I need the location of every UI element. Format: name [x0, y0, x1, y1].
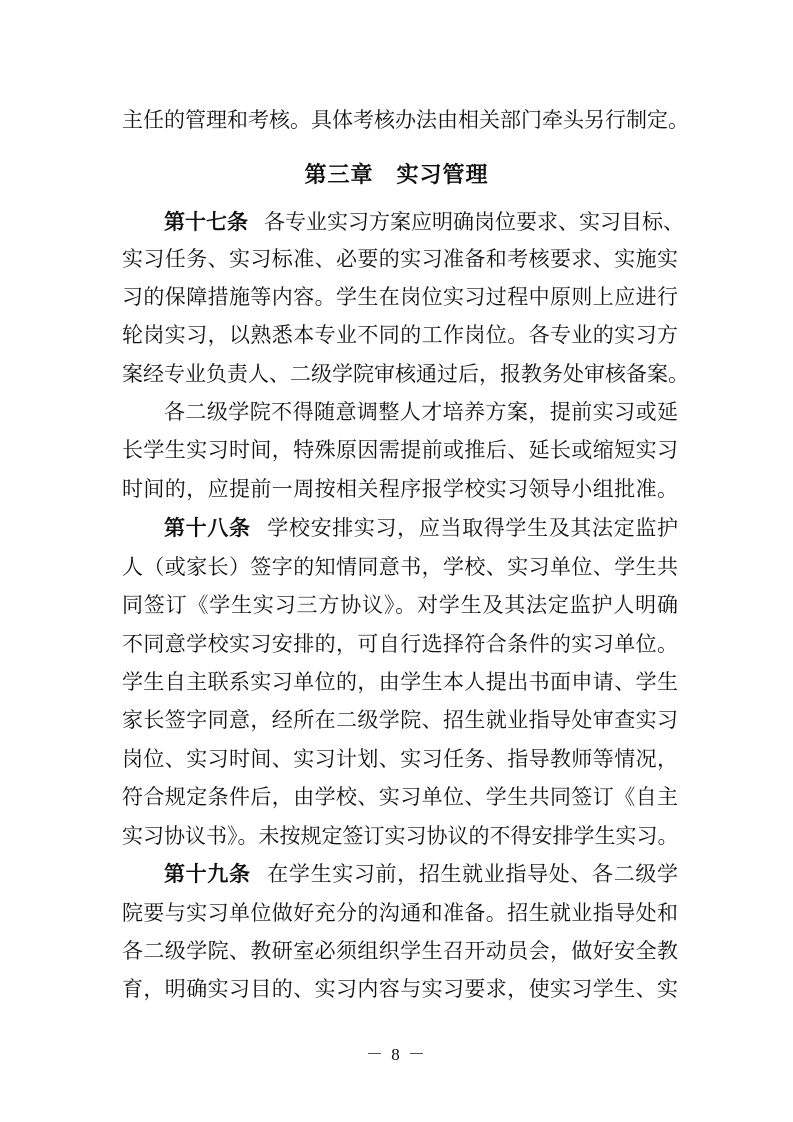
paragraph-line: 学生自主联系实习单位的，由学生本人提出书面申请、学生	[122, 670, 678, 694]
page-number: － 8 －	[366, 1045, 427, 1064]
paragraph-line: 轮岗实习，以熟悉本专业不同的工作岗位。各专业的实习方	[122, 323, 678, 347]
paragraph-line: 第十七条 各专业实习方案应明确岗位要求、实习目标、	[164, 210, 684, 234]
paragraph-line: 实习协议书》。未按规定签订实习协议的不得安排学生实习。	[122, 824, 679, 848]
paragraph-line: 习的保障措施等内容。学生在岗位实习过程中原则上应进行	[122, 285, 678, 309]
paragraph-line: 时间的，应提前一周按相关程序报学校实习领导小组批准。	[122, 477, 678, 501]
paragraph-line: 第十九条 在学生实习前，招生就业指导处、各二级学	[164, 862, 678, 886]
paragraph-line: 不同意学校实习安排的，可自行选择符合条件的实习单位。	[122, 632, 678, 656]
paragraph-line: 同签订《学生实习三方协议》。对学生及其法定监护人明确	[122, 593, 678, 617]
paragraph-line: 人（或家长）签字的知情同意书，学校、实习单位、学生共	[122, 555, 678, 579]
article-number: 第十七条	[164, 210, 248, 234]
paragraph-line: 第十八条 学校安排实习，应当取得学生及其法定监护	[164, 516, 678, 540]
paragraph-line: 院要与实习单位做好充分的沟通和准备。招生就业指导处和	[122, 901, 678, 925]
paragraph-line: 符合规定条件后，由学校、实习单位、学生共同签订《自主	[122, 785, 678, 809]
paragraph-line: 各二级学院、教研室必须组织学生召开动员会，做好安全教	[122, 939, 678, 963]
paragraph-line: 家长签字同意，经所在二级学院、招生就业指导处审查实习	[122, 708, 678, 732]
paragraph-line: 岗位、实习时间、实习计划、实习任务、指导教师等情况，	[122, 747, 678, 771]
article-number: 第十八条	[164, 516, 251, 540]
paragraph-line: 各二级学院不得随意调整人才培养方案，提前实习或延	[164, 400, 678, 424]
paragraph-line: 长学生实习时间，特殊原因需提前或推后、延长或缩短实习	[122, 438, 678, 462]
chapter-heading: 第三章 实习管理	[304, 163, 489, 188]
paragraph-line: 案经专业负责人、二级学院审核通过后，报教务处审核备案。	[122, 362, 689, 386]
continued-text-line: 主任的管理和考核。具体考核办法由相关部门牵头另行制定。	[122, 108, 689, 132]
paragraph-line: 实习任务、实习标准、必要的实习准备和考核要求、实施实	[122, 247, 678, 271]
paragraph-line: 育，明确实习目的、实习内容与实习要求，使实习学生、实	[122, 977, 678, 1001]
article-number: 第十九条	[164, 862, 251, 886]
